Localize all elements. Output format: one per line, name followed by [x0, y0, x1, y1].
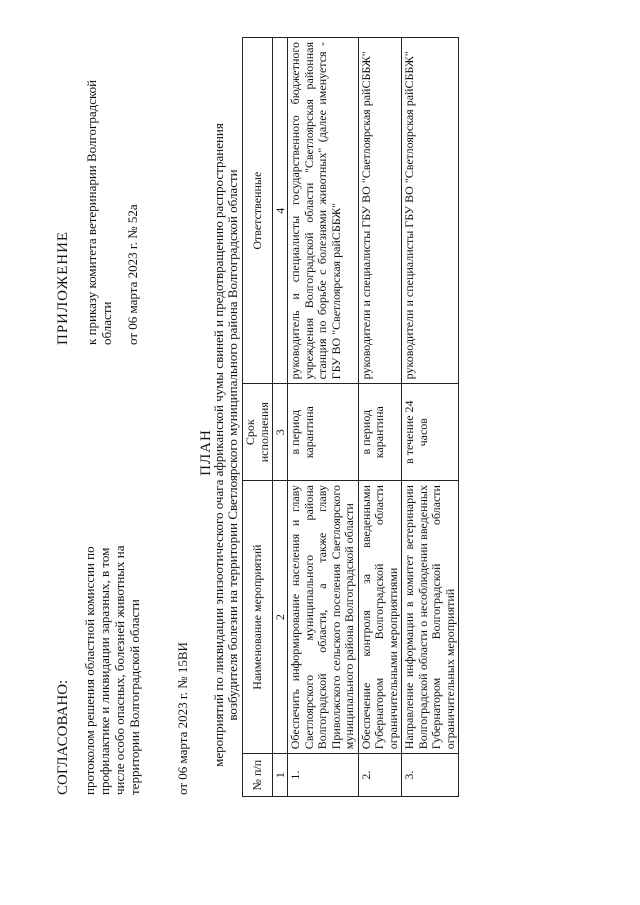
- header-activity: Наименование мероприятий: [243, 481, 273, 754]
- header-responsible: Ответственные: [243, 38, 273, 384]
- row-activity: Обеспечить информирование населения и главу Светлоярского муниципального района Волгоградской области, а также главу Приволжского сельского поселения Светлоярского муниципального района Волгоградской области: [288, 481, 359, 754]
- plan-subtitle: мероприятий по ликвидации эпизоотического очага африканской чумы свиней и предотвращению распространения возбудителя болезни на территории Светлоярского муниципального района Волгоградской области: [211, 123, 240, 767]
- soglasovano-body: протоколом решения областной комиссии по профилактике и ликвидации заразных, в том числе особо опасных, болезней животных на территории Волгоградской области: [82, 545, 142, 795]
- row-num: 3.: [402, 754, 459, 797]
- header-num: № п/п: [243, 754, 273, 797]
- row-responsible: руководители и специалисты ГБУ ВО "Светлоярская райСББЖ": [358, 38, 402, 384]
- table-row: [358, 38, 402, 797]
- table-header-row: [243, 38, 273, 797]
- row-activity: Обеспечение контроля за введенными Губернатором Волгоградской области ограничительными мероприятиями: [358, 481, 402, 754]
- prilozhenie-date: от 06 марта 2023 г. № 52а: [125, 204, 140, 345]
- table-row: [402, 38, 459, 797]
- row-activity: Направление информации в комитет ветеринарии Волгоградской области о несоблюдении введенных Губернатором Волгоградской области ограничительных мероприятий: [402, 481, 459, 754]
- row-term: в период карантина: [288, 384, 359, 481]
- plan-title: ПЛАН: [198, 429, 214, 476]
- column-number: 4: [273, 38, 288, 384]
- column-number: 3: [273, 384, 288, 481]
- row-num: 1.: [288, 754, 359, 797]
- column-number: 1: [273, 754, 288, 797]
- row-term: в период карантина: [358, 384, 402, 481]
- row-responsible: руководители и специалисты ГБУ ВО "Светлоярская райСББЖ": [402, 38, 459, 384]
- row-num: 2.: [358, 754, 402, 797]
- row-responsible: руководитель и специалисты государственного бюджетного учреждения Волгоградской области "Светлоярская районная станция по борьбе с болезнями животных" (далее именуется - ГБУ ВО "Светлоярская райСББЖ": [288, 38, 359, 384]
- prilozhenie-body: к приказу комитета ветеринарии Волгоградской области: [84, 79, 114, 345]
- prilozhenie-title: ПРИЛОЖЕНИЕ: [55, 230, 71, 345]
- row-term: в течение 24 часов: [402, 384, 459, 481]
- soglasovano-date: от 06 марта 2023 г. № 15ВИ: [175, 642, 190, 795]
- soglasovano-title: СОГЛАСОВАНО:: [55, 679, 71, 795]
- column-number: 2: [273, 481, 288, 754]
- header-term: Срок исполнения: [243, 384, 273, 481]
- table-row: [288, 38, 359, 797]
- table-column-numbers-row: [273, 38, 288, 797]
- plan-table: [242, 37, 459, 797]
